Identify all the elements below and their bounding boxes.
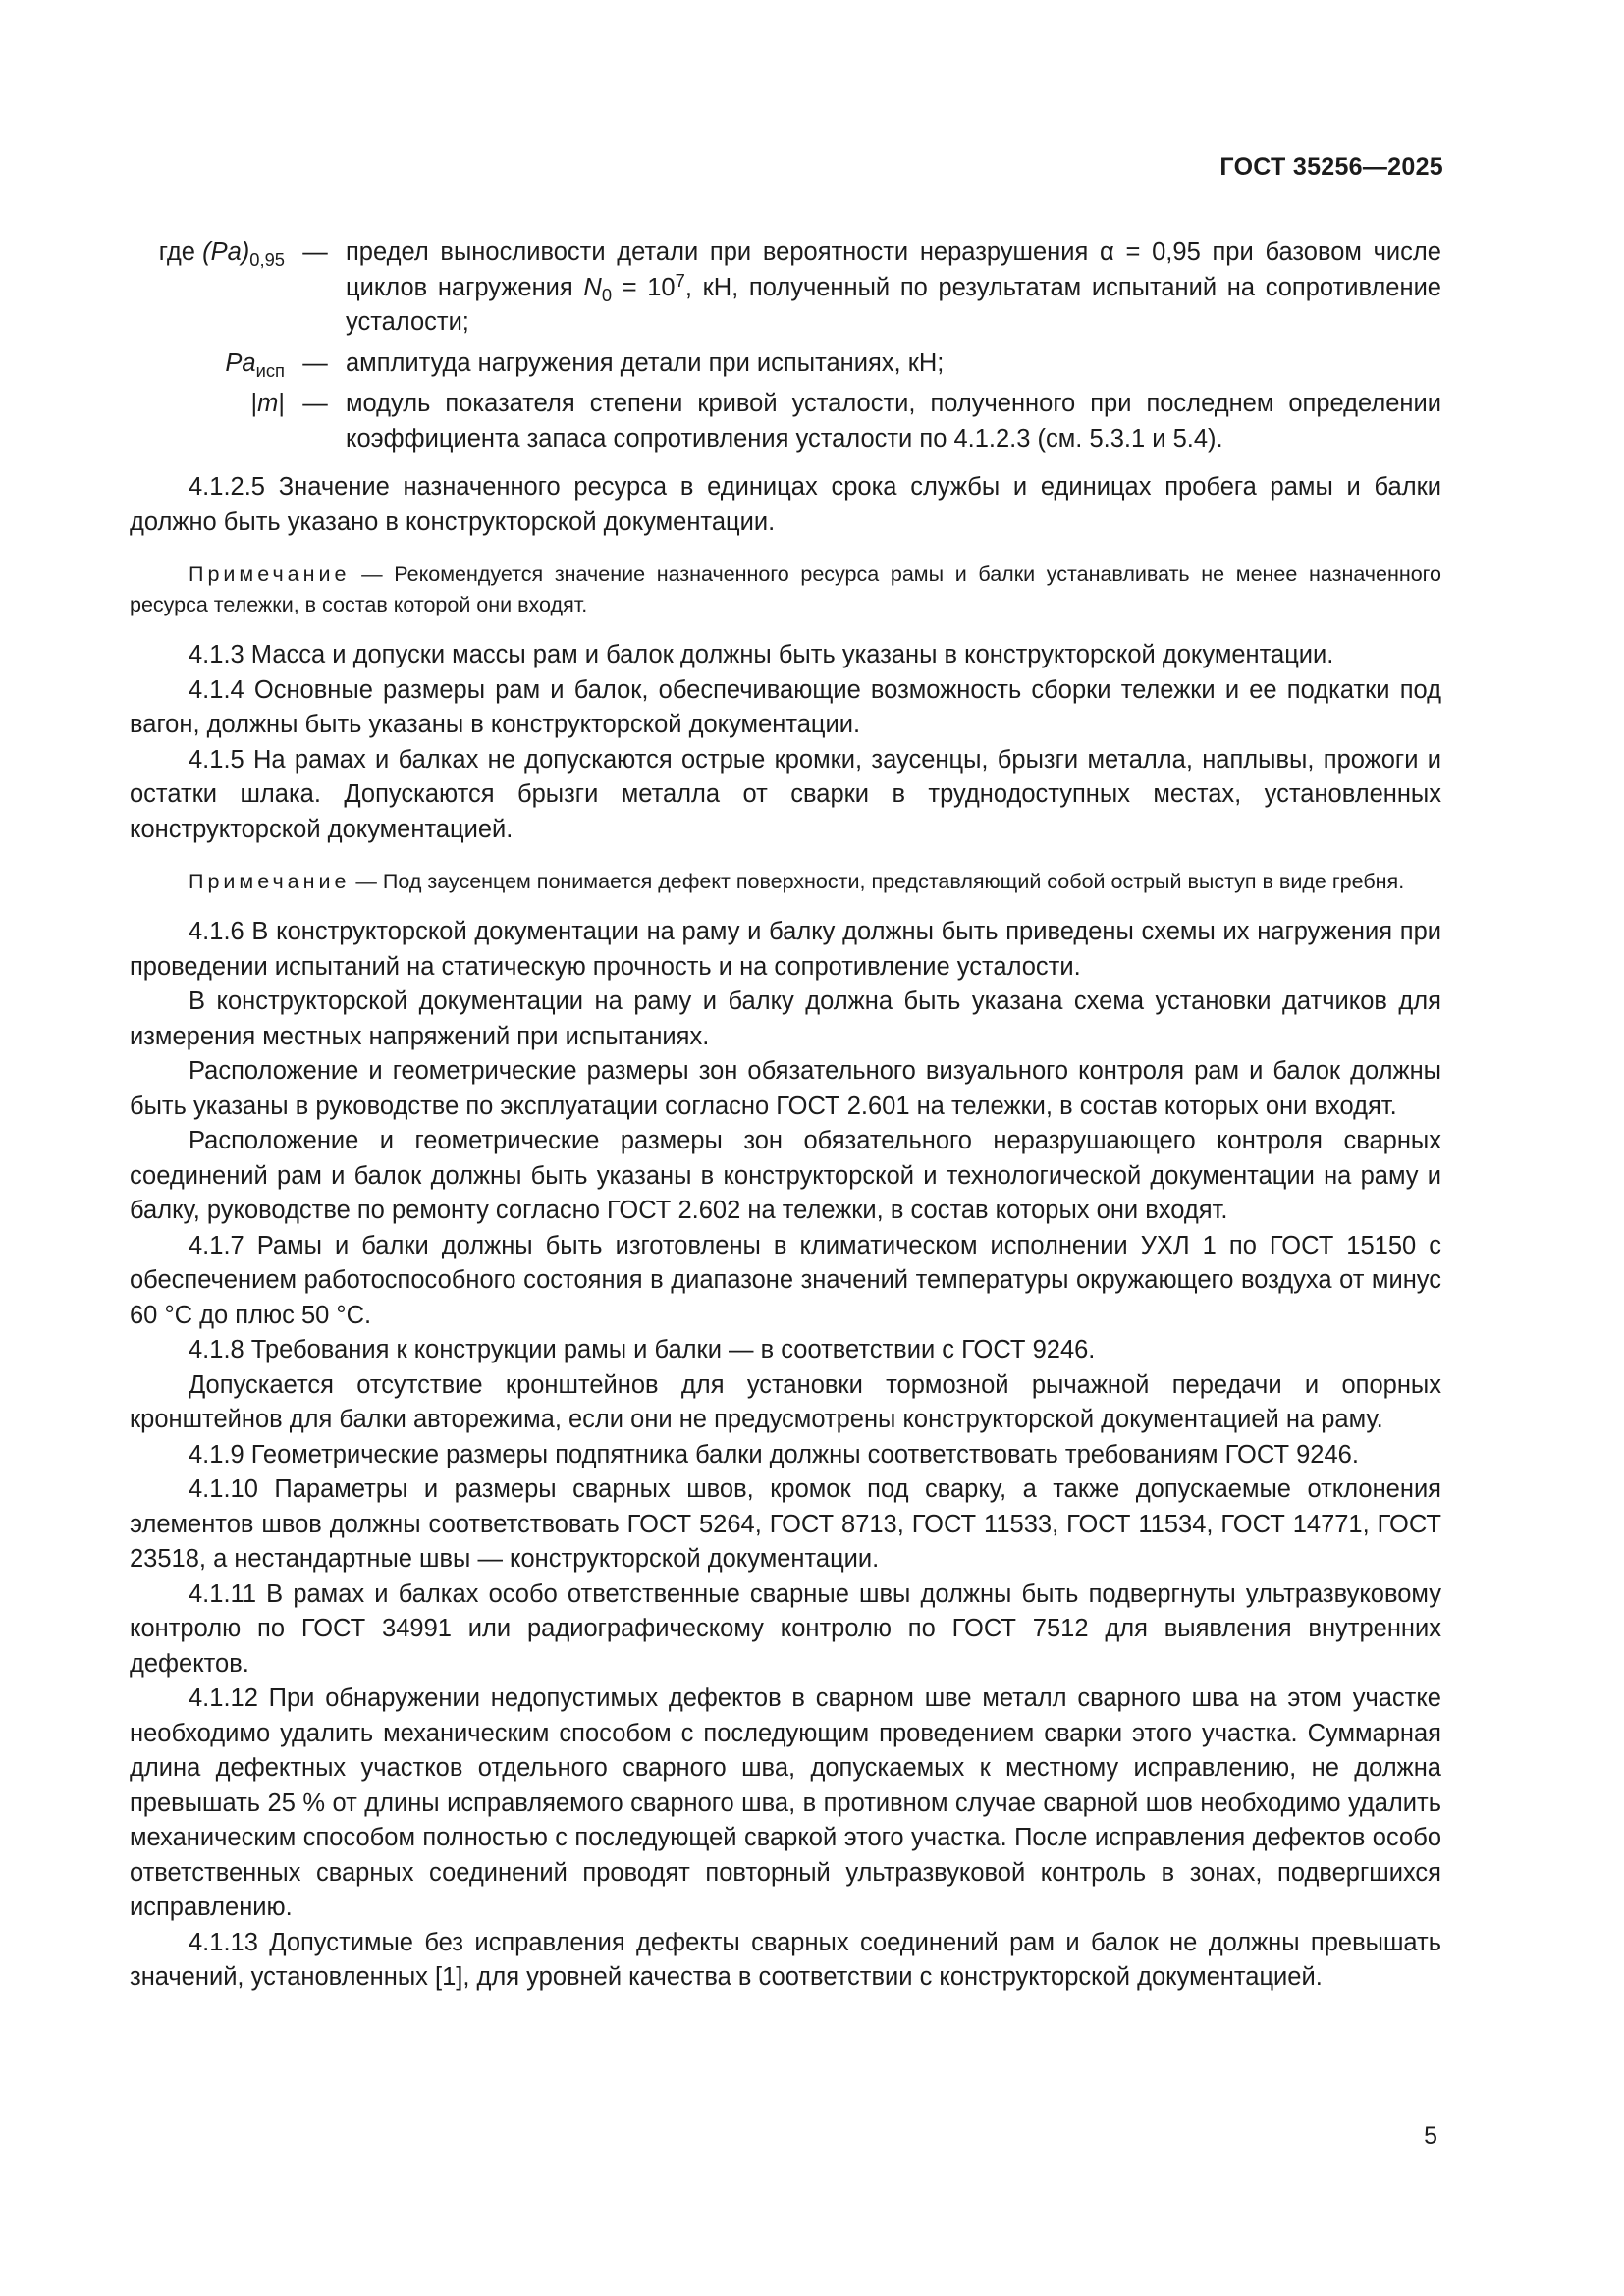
definition-text: амплитуда нагружения детали при испытаниях, кН; bbox=[346, 348, 945, 377]
document-code-header: ГОСТ 35256—2025 bbox=[1219, 153, 1443, 181]
clause-4-1-2-5: 4.1.2.5 Значение назначенного ресурса в единицах срока службы и единицах пробега рамы и балки должно быть указано в конструкторской документации. bbox=[130, 473, 1441, 536]
clause-4-1-6-visual-control: Расположение и геометрические размеры зон обязательного визуального контроля рам и балок должны быть указаны в руководстве по эксплуатации согласно ГОСТ 2.601 на тележки, в состав которых они входят. bbox=[130, 1057, 1441, 1120]
definition-text: модуль показателя степени кривой усталости, полученного при последнем определении коэффициента запаса сопротивления усталости по 4.1.2.3 (см. 5.3.1 и 5.4). bbox=[346, 390, 1441, 453]
clause-4-1-8: 4.1.8 Требования к конструкции рамы и балки — в соответствии с ГОСТ 9246. bbox=[189, 1336, 1096, 1363]
note-burr: Примечание — Под заусенцем понимается дефект поверхности, представляющий собой острый выступ в виде гребня. bbox=[189, 870, 1405, 893]
definition-symbol: $Pa_{исп}$ bbox=[225, 348, 285, 381]
clause-4-1-6-ndt-control: Расположение и геометрические размеры зон обязательного неразрушающего контроля сварных соединений рам и балок должны быть указаны в конструкторской и технологической документации на раму и балку, руководстве по ремонту согласно ГОСТ 2.602 на тележки, в состав которых они входят. bbox=[130, 1127, 1441, 1224]
clause-4-1-13: 4.1.13 Допустимые без исправления дефекты сварных соединений рам и балок не должны превышать значений, установленных [1], для уровней качества в соответствии с конструкторской документацией. bbox=[130, 1928, 1441, 1991]
document-body bbox=[130, 236, 1441, 1996]
definition-symbol: где $(Pa)_{0,95}$ bbox=[158, 239, 285, 270]
definition-row bbox=[130, 341, 1441, 382]
clause-4-1-9: 4.1.9 Геометрические размеры подпятника балки должны соответствовать требованиям ГОСТ 9246. bbox=[189, 1440, 1359, 1468]
clause-4-1-6-sensors: В конструкторской документации на раму и балку должна быть указана схема установки датчиков для измерения местных напряжений при испытаниях. bbox=[130, 988, 1441, 1050]
page-number: 5 bbox=[1424, 2122, 1437, 2150]
definition-dash: — bbox=[302, 348, 328, 377]
definition-text: предел выносливости детали при вероятности неразрушения α = 0,95 при базовом числе циклов нагружения $N_0 = 10^7$, кН, полученный по результатам испытаний на сопротивление усталости; bbox=[346, 239, 1441, 336]
clause-4-1-8-brackets: Допускается отсутствие кронштейнов для установки тормозной рычажной передачи и опорных кронштейнов для балки авторежима, если они не предусмотрены конструкторской документацией на раму. bbox=[130, 1370, 1441, 1433]
clause-4-1-11: 4.1.11 В рамах и балках особо ответственные сварные швы должны быть подвергнуты ультразвуковому контролю по ГОСТ 34991 или радиографическому контролю по ГОСТ 7512 для выявления внутренних дефектов. bbox=[130, 1579, 1441, 1678]
definition-row bbox=[130, 236, 1441, 341]
clause-4-1-4: 4.1.4 Основные размеры рам и балок, обеспечивающие возможность сборки тележки и ее подкатки под вагон, должны быть указаны в конструкторской документации. bbox=[130, 675, 1441, 738]
clause-4-1-10: 4.1.10 Параметры и размеры сварных швов, кромок под сварку, а также допускаемые отклонения элементов швов должны соответствовать ГОСТ 5264, ГОСТ 8713, ГОСТ 11533, ГОСТ 11534, ГОСТ 14771, ГОСТ 23518, а нестандартные швы — конструкторской документации. bbox=[130, 1475, 1441, 1573]
clause-4-1-7: 4.1.7 Рамы и балки должны быть изготовлены в климатическом исполнении УХЛ 1 по ГОСТ 15150 с обеспечением работоспособного состояния в диапазоне значений температуры окружающего воздуха от минус 60 °С до плюс 50 °С. bbox=[130, 1231, 1441, 1329]
definition-symbol: |m| bbox=[250, 390, 285, 417]
clause-4-1-5: 4.1.5 На рамах и балках не допускаются острые кромки, заусенцы, брызги металла, наплывы, прожоги и остатки шлака. Допускаются брызги металла от сварки в труднодоступных местах, установленных конструкторской документацией. bbox=[130, 745, 1441, 843]
symbol-definitions bbox=[130, 236, 1441, 456]
definition-row bbox=[130, 381, 1441, 456]
definition-dash: — bbox=[302, 239, 328, 266]
definition-dash: — bbox=[302, 390, 328, 417]
clause-4-1-6: 4.1.6 В конструкторской документации на раму и балку должны быть приведены схемы их нагружения при проведении испытаний на статическую прочность и на сопротивление усталости. bbox=[130, 918, 1441, 981]
clause-4-1-3: 4.1.3 Масса и допуски массы рам и балок должны быть указаны в конструкторской документации. bbox=[189, 641, 1334, 668]
note-resource: Примечание — Рекомендуется значение назначенного ресурса рамы и балки устанавливать не менее назначенного ресурса тележки, в состав которой они входят. bbox=[130, 562, 1441, 616]
clause-4-1-12: 4.1.12 При обнаружении недопустимых дефектов в сварном шве металл сварного шва на этом участке необходимо удалить механическим способом с последующим проведением сварки этого участка. Суммарная длина дефектных участков отдельного сварного шва, допускаемых к местному исправлению, не должна превышать 25 % от длины исправляемого сварного шва, в противном случае сварной шов необходимо удалить механическим способом полностью с последующей сваркой этого участка. После исправления дефектов особо ответственных сварных соединений проводят повторный ультразвуковой контроль в зонах, подвергшихся исправлению. bbox=[130, 1684, 1441, 1921]
